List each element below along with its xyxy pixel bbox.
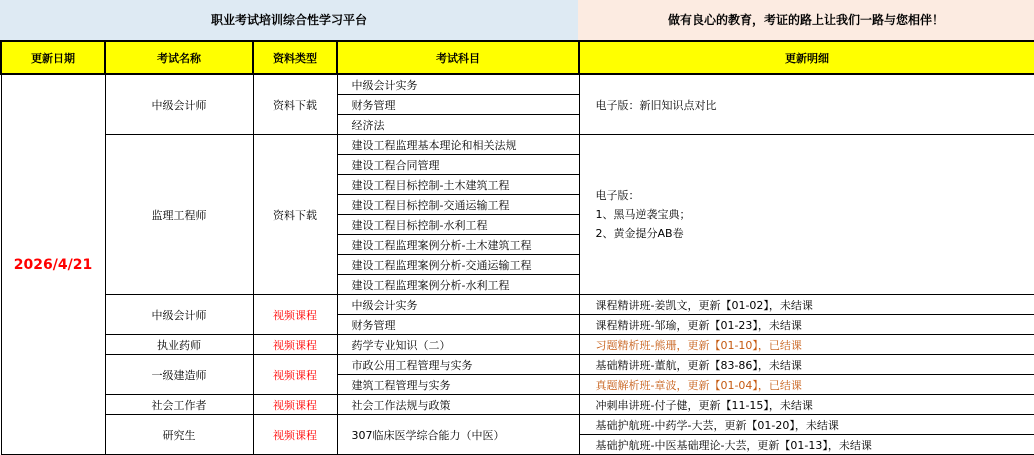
table-row bbox=[1, 335, 1034, 355]
table-row bbox=[1, 74, 1034, 95]
exam-name: 中级会计师 bbox=[105, 74, 253, 135]
exam-name: 研究生 bbox=[105, 415, 253, 455]
update-date: 2026/4/21 bbox=[1, 74, 105, 455]
col-exam-name: 考试名称 bbox=[105, 41, 253, 74]
exam-subject: 市政公用工程管理与实务 bbox=[337, 355, 579, 375]
update-detail: 冲刺串讲班-付子健，更新【11-15】，未结课 bbox=[579, 395, 1034, 415]
col-exam-subject: 考试科目 bbox=[337, 41, 579, 74]
exam-subject: 中级会计实务 bbox=[337, 295, 579, 315]
update-detail: 基础护航班-中药学-大芸，更新【01-20】，未结课 bbox=[579, 415, 1034, 435]
update-detail bbox=[579, 135, 1034, 295]
update-detail: 真题解析班-章波，更新【01-04】，已结课 bbox=[579, 375, 1034, 395]
update-detail: 习题精析班-熊珊，更新【01-10】，已结课 bbox=[579, 335, 1034, 355]
exam-name: 监理工程师 bbox=[105, 135, 253, 295]
col-update-date: 更新日期 bbox=[1, 41, 105, 74]
exam-subject: 建设工程监理案例分析-水利工程 bbox=[337, 275, 579, 295]
exam-name: 执业药师 bbox=[105, 335, 253, 355]
exam-subject: 建设工程监理案例分析-交通运输工程 bbox=[337, 255, 579, 275]
update-detail: 电子版：新旧知识点对比 bbox=[579, 74, 1034, 135]
exam-subject: 建设工程监理基本理论和相关法规 bbox=[337, 135, 579, 155]
detail-line: 2、黄金提分AB卷 bbox=[596, 224, 1034, 243]
exam-name: 社会工作者 bbox=[105, 395, 253, 415]
material-type: 视频课程 bbox=[253, 335, 337, 355]
col-material-type: 资料类型 bbox=[253, 41, 337, 74]
table-row bbox=[1, 395, 1034, 415]
platform-title: 职业考试培训综合性学习平台 bbox=[0, 0, 578, 40]
exam-subject: 中级会计实务 bbox=[337, 74, 579, 95]
exam-subject: 建筑工程管理与实务 bbox=[337, 375, 579, 395]
update-detail: 课程精讲班-邹瑜，更新【01-23】，未结课 bbox=[579, 315, 1034, 335]
update-detail: 基础护航班-中医基础理论-大芸，更新【01-13】，未结课 bbox=[579, 435, 1034, 455]
col-update-details: 更新明细 bbox=[579, 41, 1034, 74]
material-type: 视频课程 bbox=[253, 415, 337, 455]
table-header-row bbox=[1, 41, 1034, 74]
material-type: 视频课程 bbox=[253, 295, 337, 335]
exam-name: 中级会计师 bbox=[105, 295, 253, 335]
exam-subject: 建设工程目标控制-土木建筑工程 bbox=[337, 175, 579, 195]
table-row bbox=[1, 415, 1034, 435]
exam-subject: 建设工程合同管理 bbox=[337, 155, 579, 175]
update-table bbox=[0, 40, 1034, 455]
detail-line: 电子版： bbox=[596, 186, 1034, 205]
material-type: 资料下载 bbox=[253, 74, 337, 135]
exam-subject: 建设工程监理案例分析-土木建筑工程 bbox=[337, 235, 579, 255]
exam-subject: 307临床医学综合能力（中医） bbox=[337, 415, 579, 455]
material-type: 视频课程 bbox=[253, 395, 337, 415]
slogan: 做有良心的教育，考证的路上让我们一路与您相伴！ bbox=[578, 0, 1034, 40]
exam-subject: 建设工程目标控制-水利工程 bbox=[337, 215, 579, 235]
table-row bbox=[1, 295, 1034, 315]
exam-subject: 财务管理 bbox=[337, 315, 579, 335]
exam-subject: 经济法 bbox=[337, 115, 579, 135]
update-detail: 课程精讲班-姜凯文，更新【01-02】，未结课 bbox=[579, 295, 1034, 315]
table-row bbox=[1, 355, 1034, 375]
table-row bbox=[1, 135, 1034, 155]
update-detail: 基础精讲班-董航，更新【83-86】，未结课 bbox=[579, 355, 1034, 375]
material-type: 视频课程 bbox=[253, 355, 337, 395]
material-type: 资料下载 bbox=[253, 135, 337, 295]
exam-subject: 建设工程目标控制-交通运输工程 bbox=[337, 195, 579, 215]
exam-name: 一级建造师 bbox=[105, 355, 253, 395]
exam-subject: 财务管理 bbox=[337, 95, 579, 115]
detail-line: 1、黑马逆袭宝典； bbox=[596, 205, 1034, 224]
exam-subject: 药学专业知识（二） bbox=[337, 335, 579, 355]
exam-subject: 社会工作法规与政策 bbox=[337, 395, 579, 415]
